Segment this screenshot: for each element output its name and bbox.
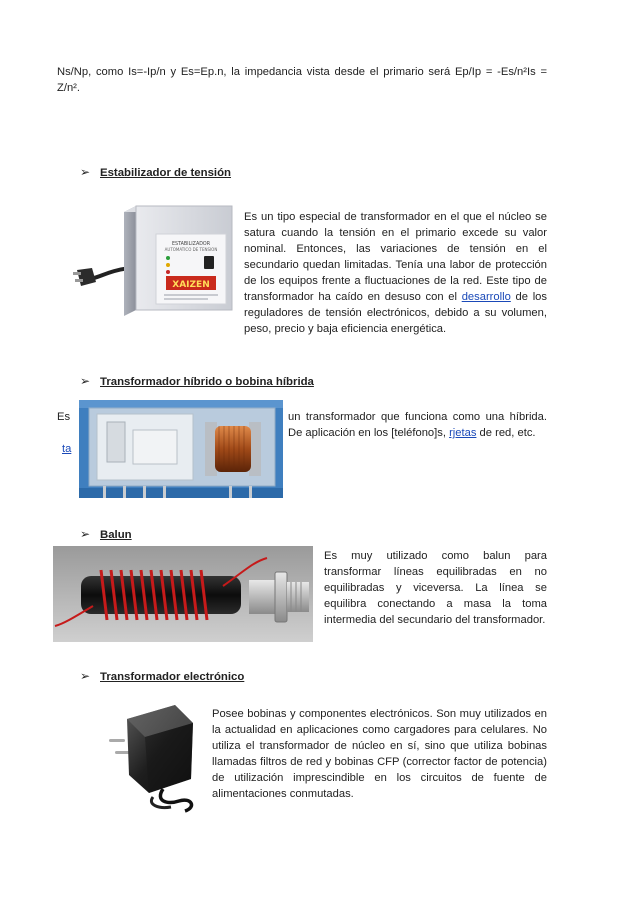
balun-paragraph: Es muy utilizado como balun para transformar líneas equilibradas en no equilibradas y viceversa. La línea se equilibra conectando a masa la toma intermedia del secundario del transformador. (324, 550, 547, 626)
stabilizer-photo (72, 198, 244, 324)
balun-photo (53, 546, 313, 642)
device-label-2: AUTOMATICO DE TENSION (164, 247, 218, 252)
hybrid-text-a: un transformador que funciona como una híbrida. De aplicación en los [teléfono]s, (288, 411, 547, 439)
device-label-1: ESTABILIZADOR (171, 242, 211, 247)
heading-stabilizer: Estabilizador de tensión (100, 167, 232, 179)
heading-hybrid: Transformador híbrido o bobina híbrida (100, 376, 314, 388)
link-rjetas[interactable]: rjetas (449, 427, 477, 439)
device-brand: XAIZEN (172, 280, 210, 290)
heading-balun: Balun (100, 529, 132, 541)
heading-electronic: Transformador electrónico (100, 671, 245, 683)
bullet-arrow-icon: ➢ (80, 374, 91, 388)
hybrid-paragraph (288, 409, 547, 441)
hybrid-coil-photo (79, 400, 283, 498)
stabilizer-text-b: de los reguladores de tensión electrónicos, debido a su volumen, peso, precio y baja eficiencia energética. (244, 291, 548, 335)
hybrid-text-b: de red, etc. (479, 427, 536, 439)
intro-paragraph: Ns/Np, como Is=-Ip/n y Es=Ep.n, la impedancia vista desde el primario será Ep/Ip = -Es/n²Is = Z/n². (57, 66, 547, 94)
link-ta[interactable]: ta (62, 443, 72, 455)
bullet-arrow-icon: ➢ (80, 669, 91, 683)
hybrid-left-word: Es (57, 411, 71, 423)
charger-photo (93, 697, 205, 813)
stabilizer-paragraph (244, 209, 547, 337)
stabilizer-text-a: Es un tipo especial de transformador en el que el núcleo se satura cuando la tensión en el primario excede su valor nominal. Entonces, las variaciones de tensión en el secundario quedan limitadas. Tenía una labor de protección de los equipos frente a fluctuaciones de la red. Este tipo de transformador ha caído en desuso con el (244, 211, 547, 303)
electronic-paragraph: Posee bobinas y componentes electrónicos. Son muy utilizados en la actualidad en aplicaciones como cargadores para celulares. No utiliza el transformador de núcleo en sí, sino que utiliza bobinas llamadas filtros de red y bobinas CFP (corrector factor de potencia) de utilización imprescindible en los circuitos de fuente de alimentaciones conmutadas. (212, 708, 547, 800)
bullet-arrow-icon: ➢ (80, 527, 91, 541)
bullet-arrow-icon: ➢ (80, 165, 91, 179)
link-desarrollo[interactable]: desarrollo (461, 291, 511, 303)
